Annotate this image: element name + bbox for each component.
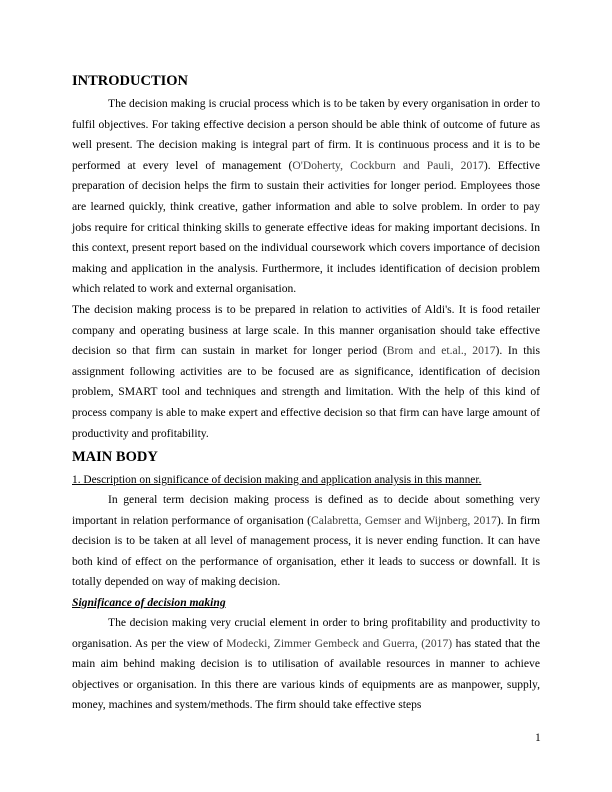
intro-p2-text-a: The decision making process is to be prepared in relation to activities of Aldi's. It is food retailer company and operating business at large scale. In this manner organisation should take effective decision so that firm can sustain in market for longer period ( xyxy=(72,302,540,358)
introduction-heading: INTRODUCTION xyxy=(72,73,189,89)
intro-paragraph-1 xyxy=(72,94,540,300)
main-p3-text-b: ). In firm decision is to be taken at all level of management process, it is never ending function. It can have both kind of effect on the performance of organisation, ether it leads to success or downfall. It is totally depended on way of making decision. xyxy=(72,513,540,589)
intro-p2-citation: Brom and et.al., 2017 xyxy=(386,344,496,358)
main-p4-text-a: The decision making very crucial element in order to bring profitability and productivity to organisation. As per the view of xyxy=(72,616,540,650)
main-body-heading: MAIN BODY xyxy=(72,449,158,466)
page-number: 1 xyxy=(535,731,541,744)
intro-p1-text-a: The decision making is crucial process which is to be taken by every organisation in order to fulfil objectives. For taking effective decision a person should be able think of outcome of future as well present. The decision making is integral part of firm. It is continuous process and it is to be performed at every level of management ( xyxy=(72,97,540,172)
section-1-title: 1. Description on significance of decision making and application analysis in this manner. xyxy=(72,474,482,487)
intro-p1-text-b: ). Effective preparation of decision helps the firm to sustain their activities for longer period. Employees those are learned quickly, think creative, gather information and able to solve problem. In order to pay jobs require for critical thinking skills to generate effective ideas for making important decisions. In this context, present report based on the individual coursework which covers importance of decision making and application in the analysis. Furthermore, it includes identification of decision problem which related to work and external organisation. xyxy=(72,158,540,296)
page-content xyxy=(72,72,540,716)
significance-subheading: Significance of decision making xyxy=(72,596,226,610)
main-p4-citation: Modecki, Zimmer Gembeck and Guerra, (2017) xyxy=(226,636,453,650)
main-p4-text-b: has stated that the main aim behind making decision is to utilisation of available resources in manner to achieve objectives or organisation. In this there are various kinds of equipments are as manpower, supply, money, machines and system/methods. The firm should take effective steps xyxy=(72,636,540,712)
intro-p1-citation: O'Doherty, Cockburn and Pauli, 2017 xyxy=(292,158,484,172)
intro-p2-text-b: ). In this assignment following activities are to be focused are as significance, identification of decision problem, SMART tool and techniques and strength and limitation. With the help of this kind of process company is able to make expert and effective decision so that firm can have large amount of productivity and profitability. xyxy=(72,344,540,440)
main-paragraph-1 xyxy=(72,490,540,593)
main-p3-text-a: In general term decision making process is defined as to decide about something very important in relation performance of organisation ( xyxy=(72,493,540,527)
main-paragraph-2 xyxy=(72,613,540,716)
main-p3-citation: Calabretta, Gemser and Wijnberg, 2017 xyxy=(311,513,497,527)
intro-paragraph-2 xyxy=(72,300,540,444)
